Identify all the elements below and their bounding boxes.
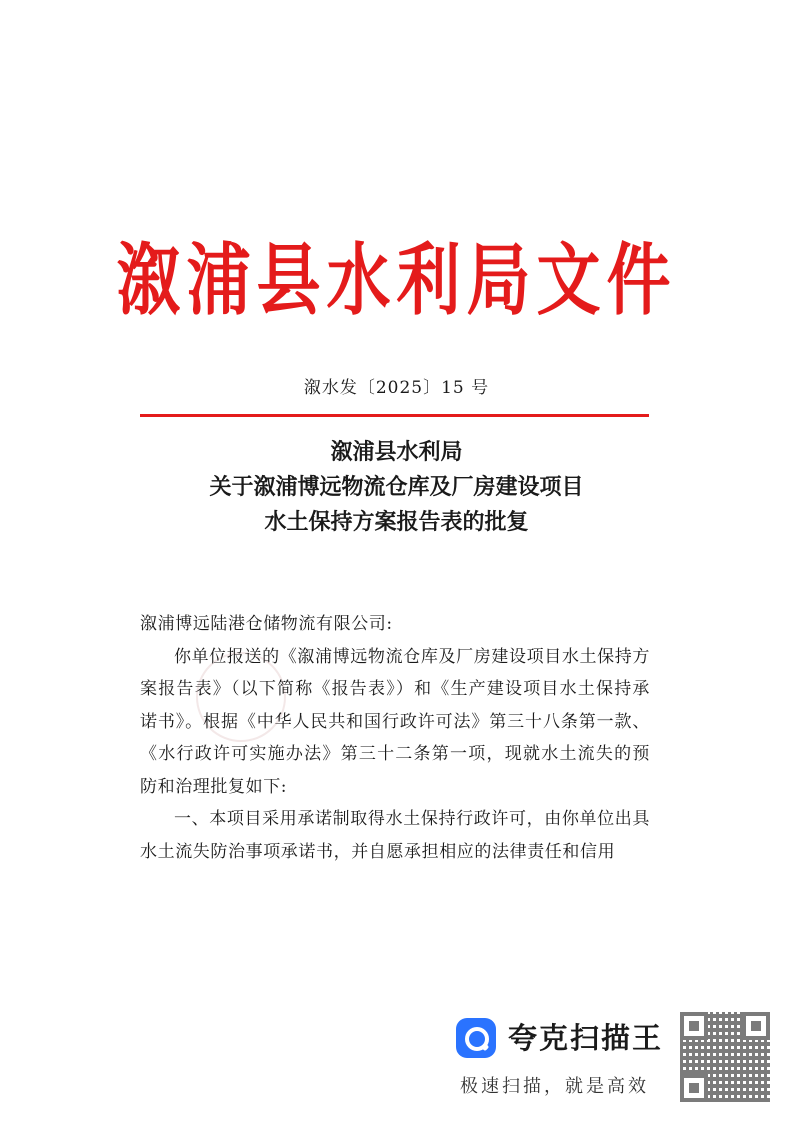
- scanner-watermark: [448, 1012, 678, 1112]
- qr-finder-top-left: [680, 1012, 708, 1040]
- qr-finder-bottom-left: [680, 1074, 708, 1102]
- document-body: [140, 608, 650, 868]
- document-masthead: 溆浦县水利局文件: [116, 234, 677, 327]
- document-title: [0, 435, 793, 540]
- scanner-slogan: 极速扫描，就是高效: [460, 1076, 649, 1097]
- title-line-1: 溆浦县水利局: [330, 439, 463, 465]
- document-number: 溆水发〔2025〕15 号: [303, 378, 490, 398]
- qr-code-icon: [680, 1012, 770, 1102]
- scanner-app-name: 夸克扫描王: [508, 1021, 664, 1055]
- quark-logo-icon: [456, 1018, 496, 1058]
- red-divider: [140, 414, 649, 417]
- title-line-3: 水土保持方案报告表的批复: [264, 509, 529, 535]
- addressee: 溆浦博远陆港仓储物流有限公司:: [140, 614, 393, 634]
- body-paragraph-1: 你单位报送的《溆浦博远物流仓库及厂房建设项目水土保持方案报告表》（以下简称《报告表》）和《生产建设项目水土保持承诺书》。根据《中华人民共和国行政许可法》第三十八条第一款、《水行政许可实施办法》第三十二条第一项，现就水土流失的预防和治理批复如下:: [140, 646, 650, 797]
- qr-finder-top-right: [742, 1012, 770, 1040]
- title-line-2: 关于溆浦博远物流仓库及厂房建设项目: [209, 474, 584, 500]
- body-paragraph-2: 一、本项目采用承诺制取得水土保持行政许可，由你单位出具水土流失防治事项承诺书，并自愿承担相应的法律责任和信用: [140, 809, 650, 862]
